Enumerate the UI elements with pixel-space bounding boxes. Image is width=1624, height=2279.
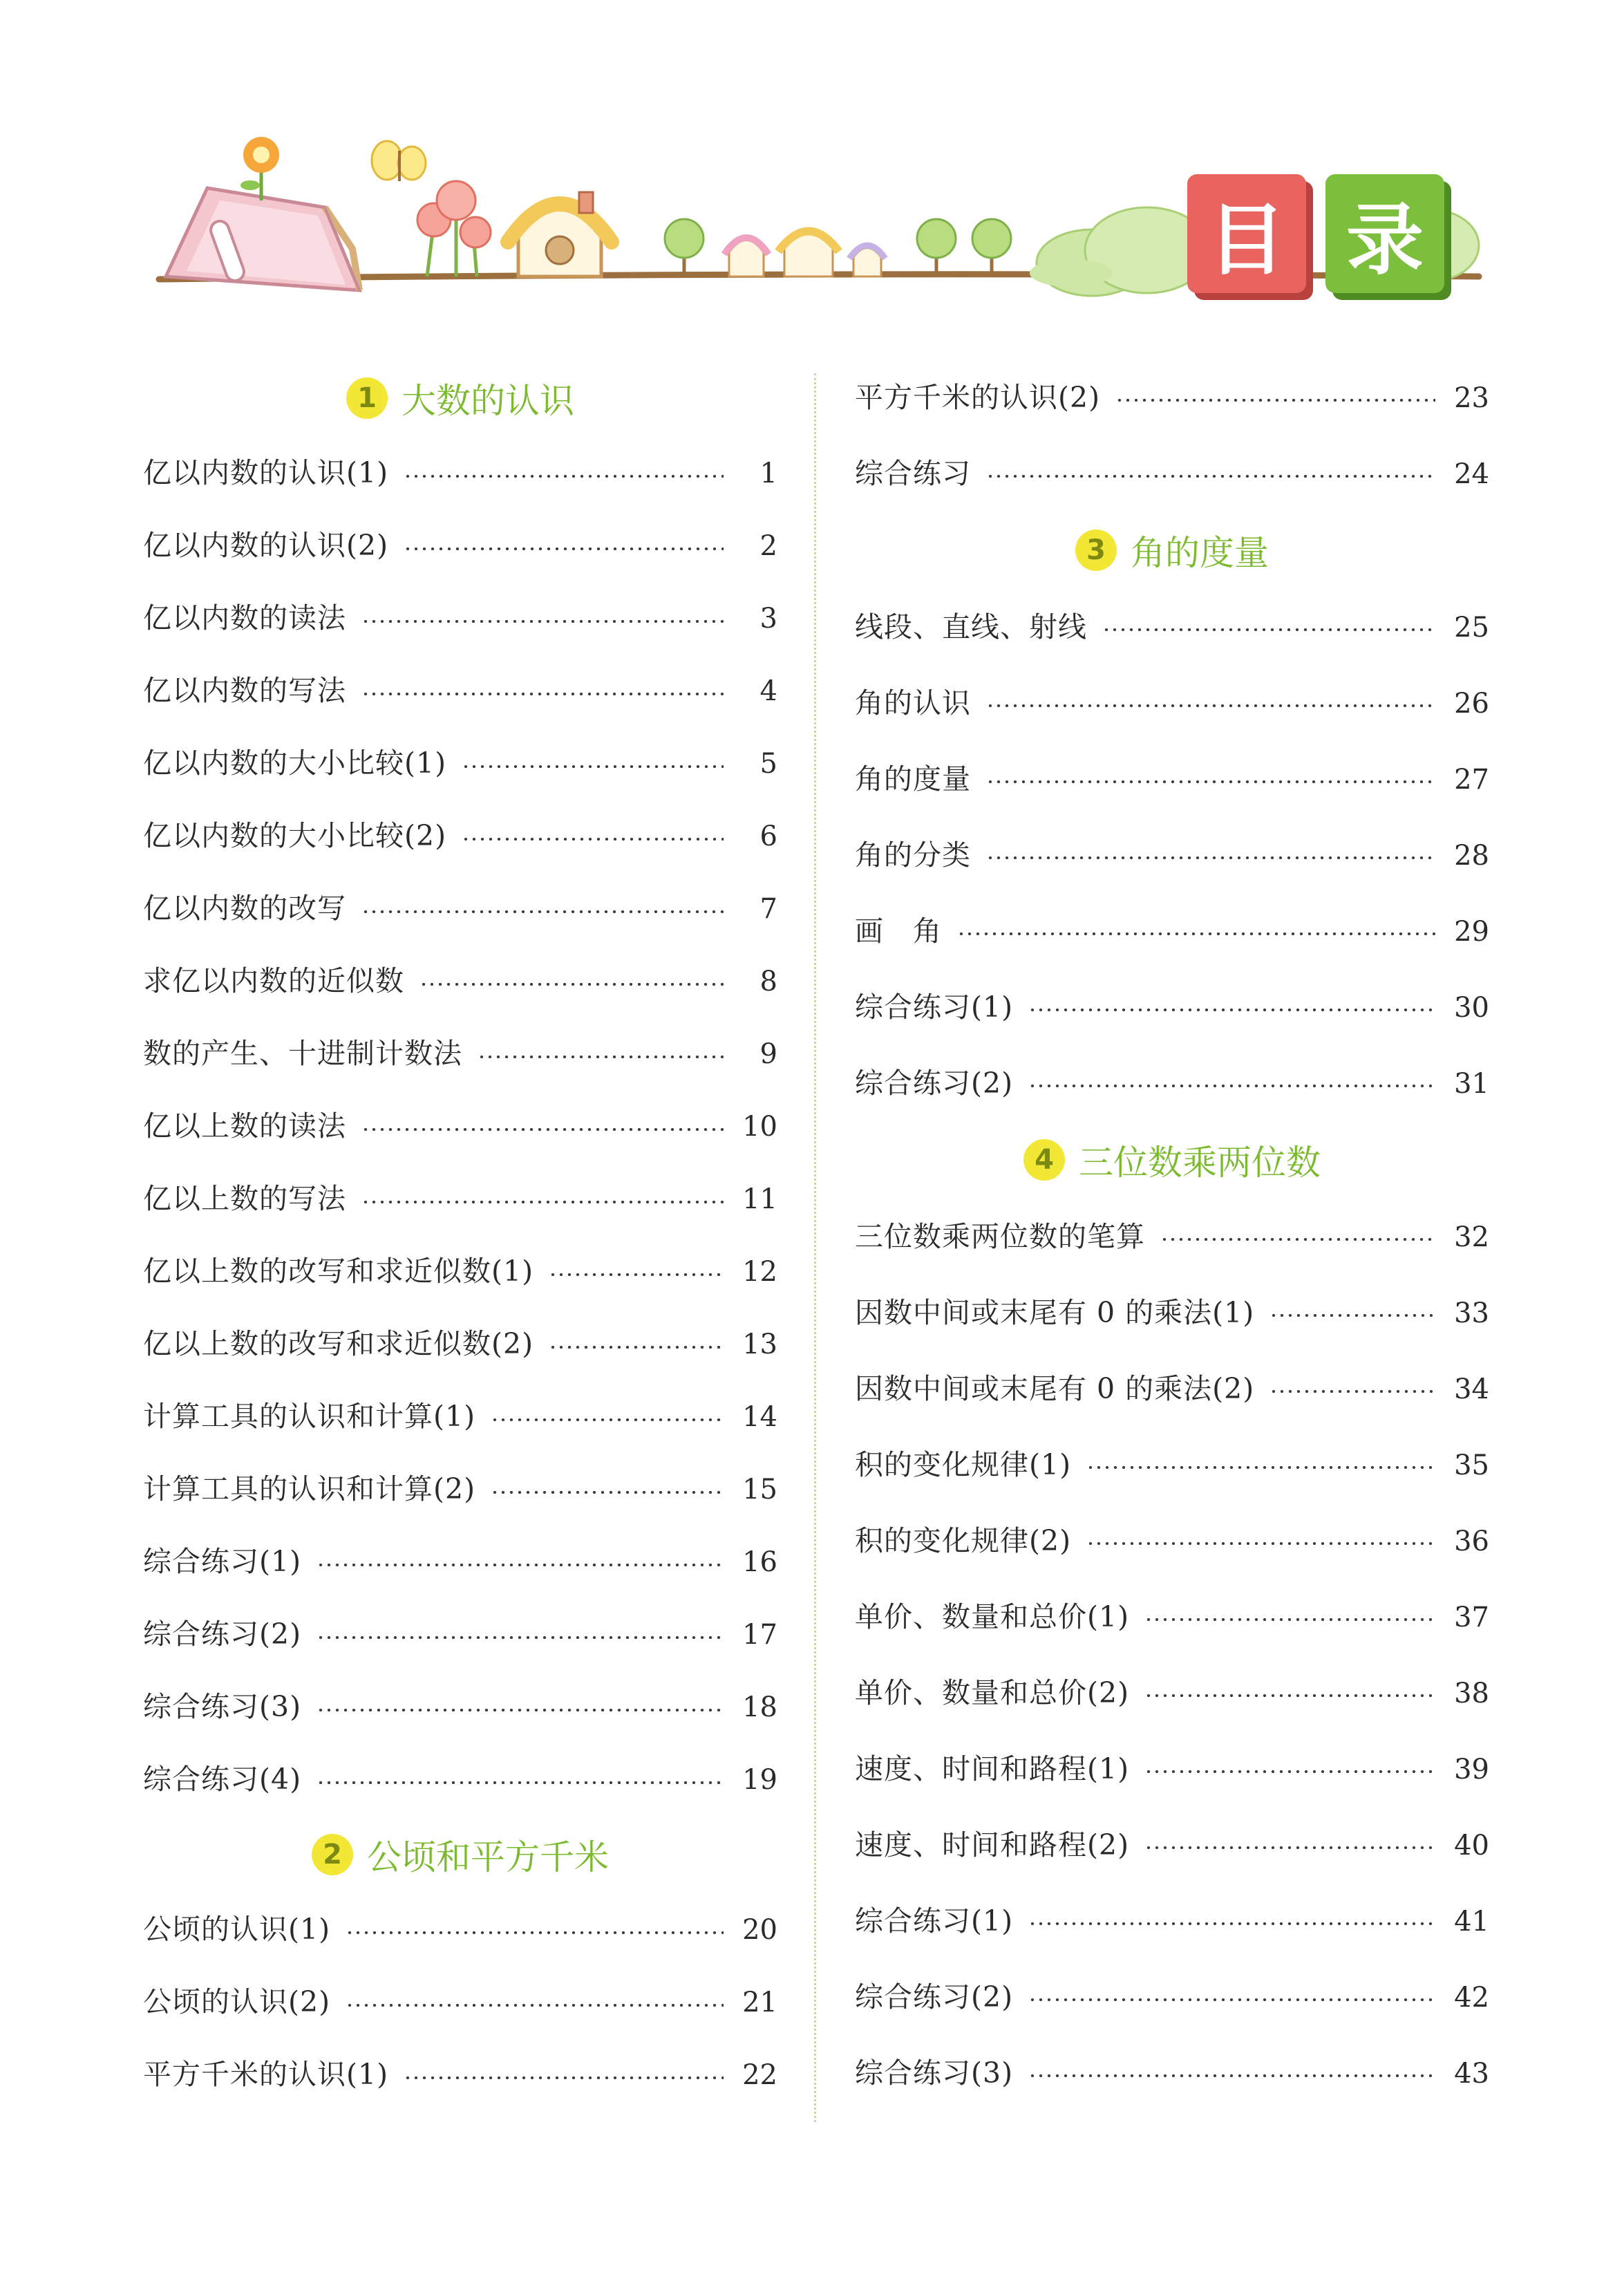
book-icon: [166, 188, 359, 290]
toc-entry[interactable]: [855, 1351, 1489, 1427]
toc-page-number: 19: [742, 1764, 777, 1796]
toc-page-number: 12: [742, 1256, 777, 1288]
toc-entry[interactable]: [855, 359, 1489, 435]
toc-page-number: 39: [1454, 1754, 1489, 1785]
toc-page-number: 25: [1454, 612, 1489, 644]
toc-entry-label: 角的度量: [855, 762, 971, 796]
toc-entry[interactable]: [143, 1598, 777, 1671]
toc-entry-label: 综合练习(1): [855, 1904, 1014, 1938]
dot-leader: [986, 856, 1435, 859]
toc-entry-label: 角的分类: [855, 838, 971, 872]
dot-leader: [462, 765, 724, 768]
dot-leader: [361, 1201, 724, 1203]
toc-entry-label: 综合练习(1): [855, 991, 1014, 1024]
toc-entry-label: 亿以上数的读法: [143, 1109, 346, 1143]
toc-page-number: 42: [1454, 1982, 1489, 2014]
section-heading: [143, 1816, 777, 1893]
toc-entry[interactable]: [855, 1427, 1489, 1503]
toc-page-number: 24: [1454, 458, 1489, 490]
toc-entry-label: 积的变化规律(1): [855, 1448, 1072, 1481]
toc-page-number: 5: [759, 748, 777, 780]
dot-leader: [317, 1709, 724, 1711]
dot-leader: [1269, 1390, 1435, 1393]
toc-entry[interactable]: [855, 969, 1489, 1045]
dot-leader: [986, 704, 1435, 707]
dot-leader: [361, 693, 724, 695]
toc-entry[interactable]: [855, 1883, 1489, 1959]
toc-page-number: 27: [1454, 764, 1489, 796]
dot-leader: [1115, 399, 1435, 402]
dot-leader: [361, 1128, 724, 1131]
toc-page-number: 3: [759, 603, 777, 635]
dot-leader: [419, 983, 724, 986]
section-title: 公顷和平方千米: [367, 1837, 609, 1877]
flower-icon: [240, 137, 279, 200]
toc-entry[interactable]: [143, 1090, 777, 1163]
toc-entry[interactable]: [143, 1380, 777, 1453]
dot-leader: [404, 547, 724, 550]
toc-entry-label: 因数中间或末尾有 0 的乘法(1): [855, 1296, 1255, 1329]
toc-entry[interactable]: [143, 1163, 777, 1235]
section-title: 大数的认识: [402, 381, 574, 421]
dot-leader: [317, 1564, 724, 1566]
dot-leader: [1028, 1998, 1435, 2001]
toc-entry[interactable]: [143, 1893, 777, 1966]
toc-entry-label: 平方千米的认识(1): [143, 2058, 389, 2091]
toc-entry[interactable]: [143, 727, 777, 800]
dot-leader: [346, 1931, 724, 1934]
toc-page-number: 16: [742, 1546, 777, 1578]
toc-entry[interactable]: [143, 945, 777, 1017]
dot-leader: [1269, 1314, 1435, 1317]
toc-entry[interactable]: [855, 1731, 1489, 1807]
toc-entry[interactable]: [143, 509, 777, 582]
dot-leader: [361, 910, 724, 913]
dot-leader: [549, 1346, 724, 1349]
toc-entry[interactable]: [855, 741, 1489, 817]
section-title: 角的度量: [1131, 533, 1269, 573]
toc-entry[interactable]: [143, 655, 777, 727]
toc-entry[interactable]: [855, 1045, 1489, 1121]
dot-leader: [1028, 2074, 1435, 2077]
dot-leader: [1086, 1466, 1435, 1469]
toc-entry[interactable]: [855, 1275, 1489, 1351]
toc-entry-label: 数的产生、十进制计数法: [143, 1037, 462, 1070]
toc-entry[interactable]: [143, 1966, 777, 2038]
toc-page-number: 37: [1454, 1602, 1489, 1633]
toc-entry-label: 亿以内数的读法: [143, 601, 346, 635]
toc-page-number: 26: [1454, 688, 1489, 720]
toc-entry-label: 亿以内数的认识(2): [143, 529, 389, 562]
house-icon: [508, 192, 612, 276]
section-heading: [855, 512, 1489, 589]
toc-page-number: 31: [1454, 1068, 1489, 1100]
toc-page-number: 28: [1454, 840, 1489, 872]
toc-page-number: 4: [759, 675, 777, 707]
toc-page-number: 22: [742, 2059, 777, 2091]
dot-leader: [317, 1636, 724, 1639]
dot-leader: [1144, 1618, 1435, 1621]
toc-page-number: 18: [742, 1691, 777, 1723]
toc-page-number: 17: [742, 1619, 777, 1651]
toc-entry-label: 亿以上数的改写和求近似数(2): [143, 1327, 534, 1360]
toc-entry-label: 单价、数量和总价(1): [855, 1600, 1130, 1633]
dot-leader: [1028, 1009, 1435, 1011]
dot-leader: [986, 475, 1435, 478]
section-heading: [143, 359, 777, 437]
toc-page-number: 41: [1454, 1906, 1489, 1938]
toc-entry[interactable]: [143, 1526, 777, 1598]
toc-entry[interactable]: [855, 1959, 1489, 2035]
flower-icon: [417, 181, 491, 276]
toc-entry-label: 综合练习(3): [143, 1690, 302, 1723]
toc-entry-label: 亿以内数的认识(1): [143, 456, 389, 489]
toc-page-number: 15: [742, 1474, 777, 1506]
toc-entry[interactable]: [143, 437, 777, 509]
dot-leader: [1102, 628, 1435, 631]
toc-entry-label: 平方千米的认识(2): [855, 381, 1101, 414]
toc-right-column: [855, 359, 1489, 2111]
section-number-badge: 2: [312, 1834, 353, 1875]
dot-leader: [478, 1056, 724, 1058]
toc-page-number: 11: [742, 1183, 777, 1215]
header-banner: [0, 0, 1624, 318]
toc-entry-label: 三位数乘两位数的笔算: [855, 1220, 1145, 1253]
toc-entry-label: 角的认识: [855, 686, 971, 720]
toc-page-number: 14: [742, 1401, 777, 1433]
toc-entry[interactable]: [855, 1655, 1489, 1731]
dot-leader: [1028, 1922, 1435, 1925]
toc-entry-label: 求亿以内数的近似数: [143, 964, 404, 997]
toc-entry-label: 计算工具的认识和计算(2): [143, 1472, 476, 1506]
toc-entry[interactable]: [855, 1503, 1489, 1579]
toc-page-number: 8: [759, 966, 777, 997]
title-char-lu: 录: [1325, 174, 1444, 293]
toc-entry[interactable]: [855, 2035, 1489, 2111]
toc-entry-label: 速度、时间和路程(2): [855, 1828, 1130, 1861]
dot-leader: [346, 2004, 724, 2007]
toc-entry-label: 线段、直线、射线: [855, 610, 1087, 644]
dot-leader: [361, 620, 724, 623]
column-divider: [814, 373, 816, 2122]
dot-leader: [1144, 1846, 1435, 1849]
dot-leader: [986, 780, 1435, 783]
dot-leader: [491, 1418, 724, 1421]
dot-leader: [1144, 1694, 1435, 1697]
toc-entry[interactable]: [143, 1453, 777, 1526]
house-icon: [724, 232, 885, 277]
toc-entry[interactable]: [855, 1199, 1489, 1275]
toc-page-number: 36: [1454, 1526, 1489, 1557]
toc-page-number: 23: [1454, 382, 1489, 414]
toc-page-number: 34: [1454, 1373, 1489, 1405]
toc-entry[interactable]: [855, 893, 1489, 969]
dot-leader: [462, 838, 724, 841]
toc-entry[interactable]: [855, 589, 1489, 665]
toc-entry[interactable]: [855, 1807, 1489, 1883]
toc-entry[interactable]: [143, 800, 777, 872]
toc-page-number: 43: [1454, 2058, 1489, 2090]
toc-entry-label: 积的变化规律(2): [855, 1524, 1072, 1557]
dot-leader: [491, 1491, 724, 1494]
dot-leader: [1086, 1542, 1435, 1545]
toc-entry-label: 画 角: [855, 915, 942, 948]
toc-entry-label: 综合练习(3): [855, 2056, 1014, 2090]
toc-page-number: 2: [759, 530, 777, 562]
toc-entry-label: 综合练习(2): [855, 1067, 1014, 1100]
toc-entry-label: 亿以上数的写法: [143, 1182, 346, 1215]
toc-entry-label: 综合练习(2): [855, 1980, 1014, 2014]
toc-entry[interactable]: [143, 582, 777, 655]
section-number-badge: 4: [1023, 1139, 1065, 1181]
toc-entry-label: 计算工具的认识和计算(1): [143, 1400, 476, 1433]
section-number-badge: 1: [346, 377, 388, 419]
toc-page-number: 40: [1454, 1830, 1489, 1861]
toc-entry-label: 亿以上数的改写和求近似数(1): [143, 1255, 534, 1288]
section-title: 三位数乘两位数: [1079, 1143, 1321, 1183]
dot-leader: [957, 932, 1435, 935]
toc-entry-label: 亿以内数的写法: [143, 674, 346, 707]
toc-page-number: 7: [759, 893, 777, 925]
toc-entry[interactable]: [143, 872, 777, 945]
toc-entry[interactable]: [143, 1671, 777, 1743]
toc-entry-label: 亿以内数的改写: [143, 892, 346, 925]
toc-entry-label: 综合练习(4): [143, 1763, 302, 1796]
toc-page-number: 21: [742, 1987, 777, 2018]
toc-page-number: 30: [1454, 992, 1489, 1024]
dot-leader: [1160, 1238, 1435, 1241]
dot-leader: [404, 2076, 724, 2079]
toc-entry-label: 公顷的认识(2): [143, 1985, 331, 2018]
toc-entry-label: 公顷的认识(1): [143, 1913, 331, 1946]
toc-entry[interactable]: [855, 435, 1489, 512]
toc-page-number: 38: [1454, 1678, 1489, 1709]
toc-entry-label: 亿以内数的大小比较(1): [143, 747, 447, 780]
toc-page-number: 35: [1454, 1450, 1489, 1481]
toc-entry-label: 因数中间或末尾有 0 的乘法(2): [855, 1372, 1255, 1405]
dot-leader: [404, 475, 724, 478]
toc-page-number: 29: [1454, 916, 1489, 948]
toc-page-number: 9: [759, 1038, 777, 1070]
toc-entry[interactable]: [143, 1308, 777, 1380]
toc-entry-label: 综合练习: [855, 457, 971, 490]
toc-entry-label: 速度、时间和路程(1): [855, 1752, 1130, 1785]
dot-leader: [549, 1273, 724, 1276]
toc-entry[interactable]: [143, 1017, 777, 1090]
toc-left-column: [143, 359, 777, 2111]
toc-page-number: 33: [1454, 1297, 1489, 1329]
toc-entry-label: 综合练习(1): [143, 1545, 302, 1578]
section-number-badge: 3: [1075, 529, 1117, 571]
toc-entry-label: 综合练习(2): [143, 1617, 302, 1651]
toc-page-number: 10: [742, 1111, 777, 1143]
butterfly-icon: [372, 141, 426, 181]
toc-page-number: 13: [742, 1329, 777, 1360]
toc-entry[interactable]: [143, 1235, 777, 1308]
dot-leader: [1144, 1770, 1435, 1773]
toc-entry[interactable]: [143, 2038, 777, 2111]
title-char-mu: 目: [1187, 174, 1306, 293]
dot-leader: [1028, 1085, 1435, 1087]
toc-entry[interactable]: [855, 665, 1489, 741]
toc-page-number: 6: [759, 820, 777, 852]
toc-page-number: 20: [742, 1914, 777, 1946]
toc-entry[interactable]: [855, 817, 1489, 893]
section-heading: [855, 1121, 1489, 1199]
toc-page-number: 1: [759, 458, 777, 489]
toc-page-number: 32: [1454, 1221, 1489, 1253]
toc-entry-label: 亿以内数的大小比较(2): [143, 819, 447, 852]
dot-leader: [317, 1781, 724, 1784]
toc-entry[interactable]: [855, 1579, 1489, 1655]
toc-entry-label: 单价、数量和总价(2): [855, 1676, 1130, 1709]
toc-entry[interactable]: [143, 1743, 777, 1816]
